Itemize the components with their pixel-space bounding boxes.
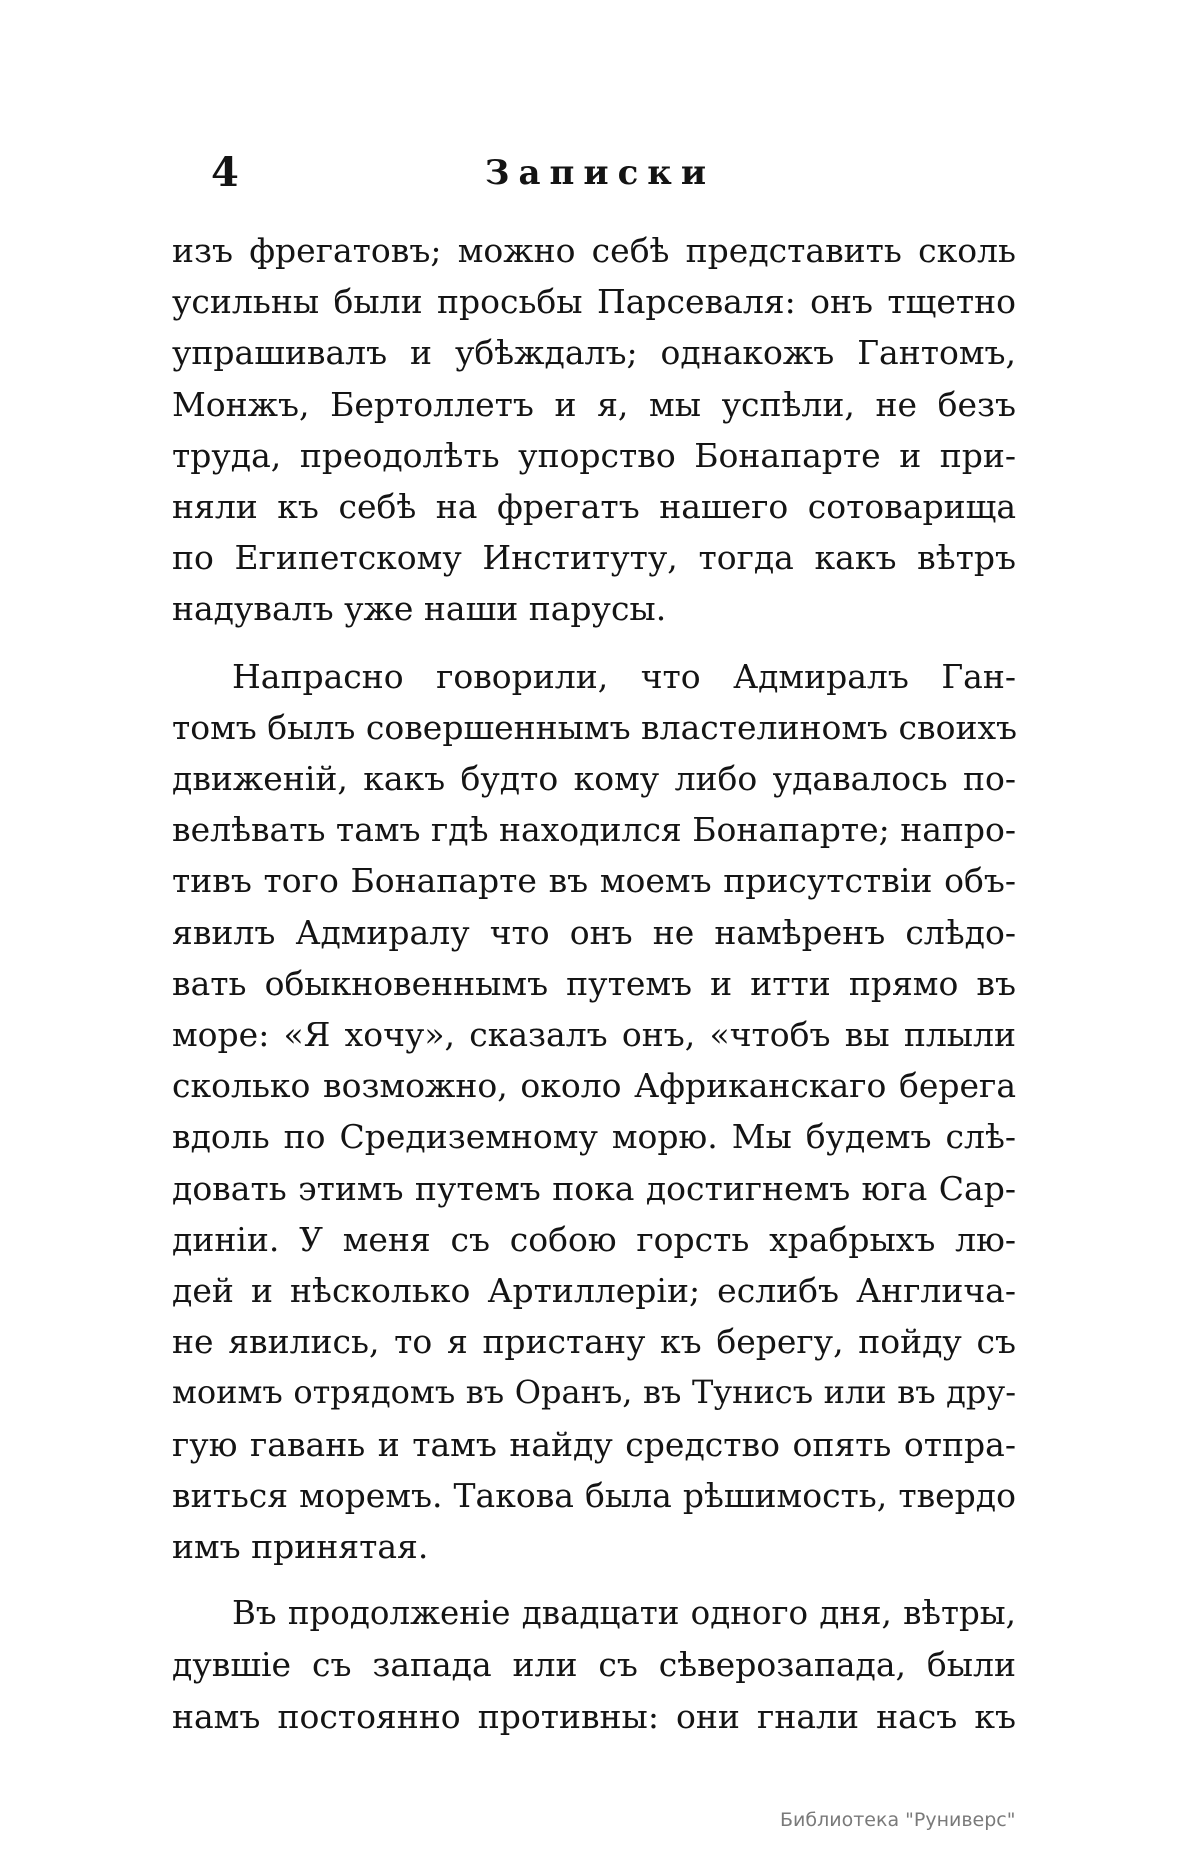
text-line: намъ постоянно противны: они гнали насъ къ (172, 1696, 1016, 1736)
text-line: моимъ отрядомъ въ Оранъ, въ Тунисъ или въ дру- (172, 1373, 1016, 1412)
text-line: надувалъ уже наши парусы. (172, 589, 667, 629)
paragraph-2 (172, 651, 1016, 1573)
body-text (172, 225, 1016, 1742)
text-line: гую гавань и тамъ найду средство опять отпра- (172, 1424, 1016, 1464)
text-line: имъ принятая. (172, 1527, 429, 1567)
text-line: Монжъ, Бертоллетъ и я, мы успѣли, не безъ (172, 384, 1016, 424)
text-line: сколько возможно, около Африканскаго берега (172, 1066, 1016, 1106)
paragraph-gap (172, 635, 1016, 651)
text-line: Въ продолженіе двадцати одного дня, вѣтры, (232, 1594, 1016, 1633)
text-line: по Египетскому Институту, тогда какъ вѣтръ (172, 538, 1016, 578)
page-number: 4 (211, 149, 239, 196)
text-line: море: «Я хочу», сказалъ онъ, «чтобъ вы плыли (172, 1015, 1016, 1055)
text-line: явилъ Адмиралу что онъ не намѣренъ слѣдо- (172, 912, 1016, 952)
text-line: Напрасно говорили, что Адмиралъ Ган- (232, 656, 1016, 696)
text-line: труда, преодолѣть упорство Бонапарте и при- (172, 435, 1016, 475)
running-title: Записки (484, 153, 716, 193)
paragraph-3 (172, 1588, 1016, 1742)
text-line: диніи. У меня съ собою горсть храбрыхъ лю- (172, 1219, 1016, 1259)
text-line: довать этимъ путемъ пока достигнемъ юга Сар- (172, 1168, 1016, 1208)
text-line: изъ фрегатовъ; можно себѣ представить сколь (172, 231, 1016, 270)
text-line: велѣвать тамъ гдѣ находился Бонапарте; напро- (172, 810, 1017, 850)
text-line: упрашивалъ и убѣждалъ; однакожъ Гантомъ, (172, 333, 1016, 373)
text-line: няли къ себѣ на фрегатъ нашего сотоварища (172, 487, 1016, 527)
text-line: дувшіе съ запада или съ сѣверозапада, были (172, 1645, 1016, 1685)
text-line: не явились, то я пристану къ берегу, пойду съ (172, 1322, 1016, 1362)
text-line: тивъ того Бонапарте въ моемъ присутствіи объ- (172, 861, 1016, 901)
paragraph-1 (172, 225, 1016, 635)
text-line: вдоль по Средиземному морю. Мы будемъ слѣ- (172, 1117, 1016, 1157)
text-line: дей и нѣсколько Артиллеріи; еслибъ Англича- (172, 1271, 1016, 1311)
library-credit: Библиотека "Руниверс" (780, 1809, 1016, 1831)
text-line: вать обыкновеннымъ путемъ и итти прямо въ (172, 963, 1016, 1003)
paragraph-gap (172, 1572, 1016, 1588)
text-line: томъ былъ совершеннымъ властелиномъ своихъ (172, 707, 1018, 747)
text-line: виться моремъ. Такова была рѣшимость, твердо (172, 1475, 1016, 1515)
text-line: усильны были просьбы Парсеваля: онъ тщетно (172, 282, 1016, 322)
text-line: движеній, какъ будто кому либо удавалось по- (172, 759, 1016, 799)
